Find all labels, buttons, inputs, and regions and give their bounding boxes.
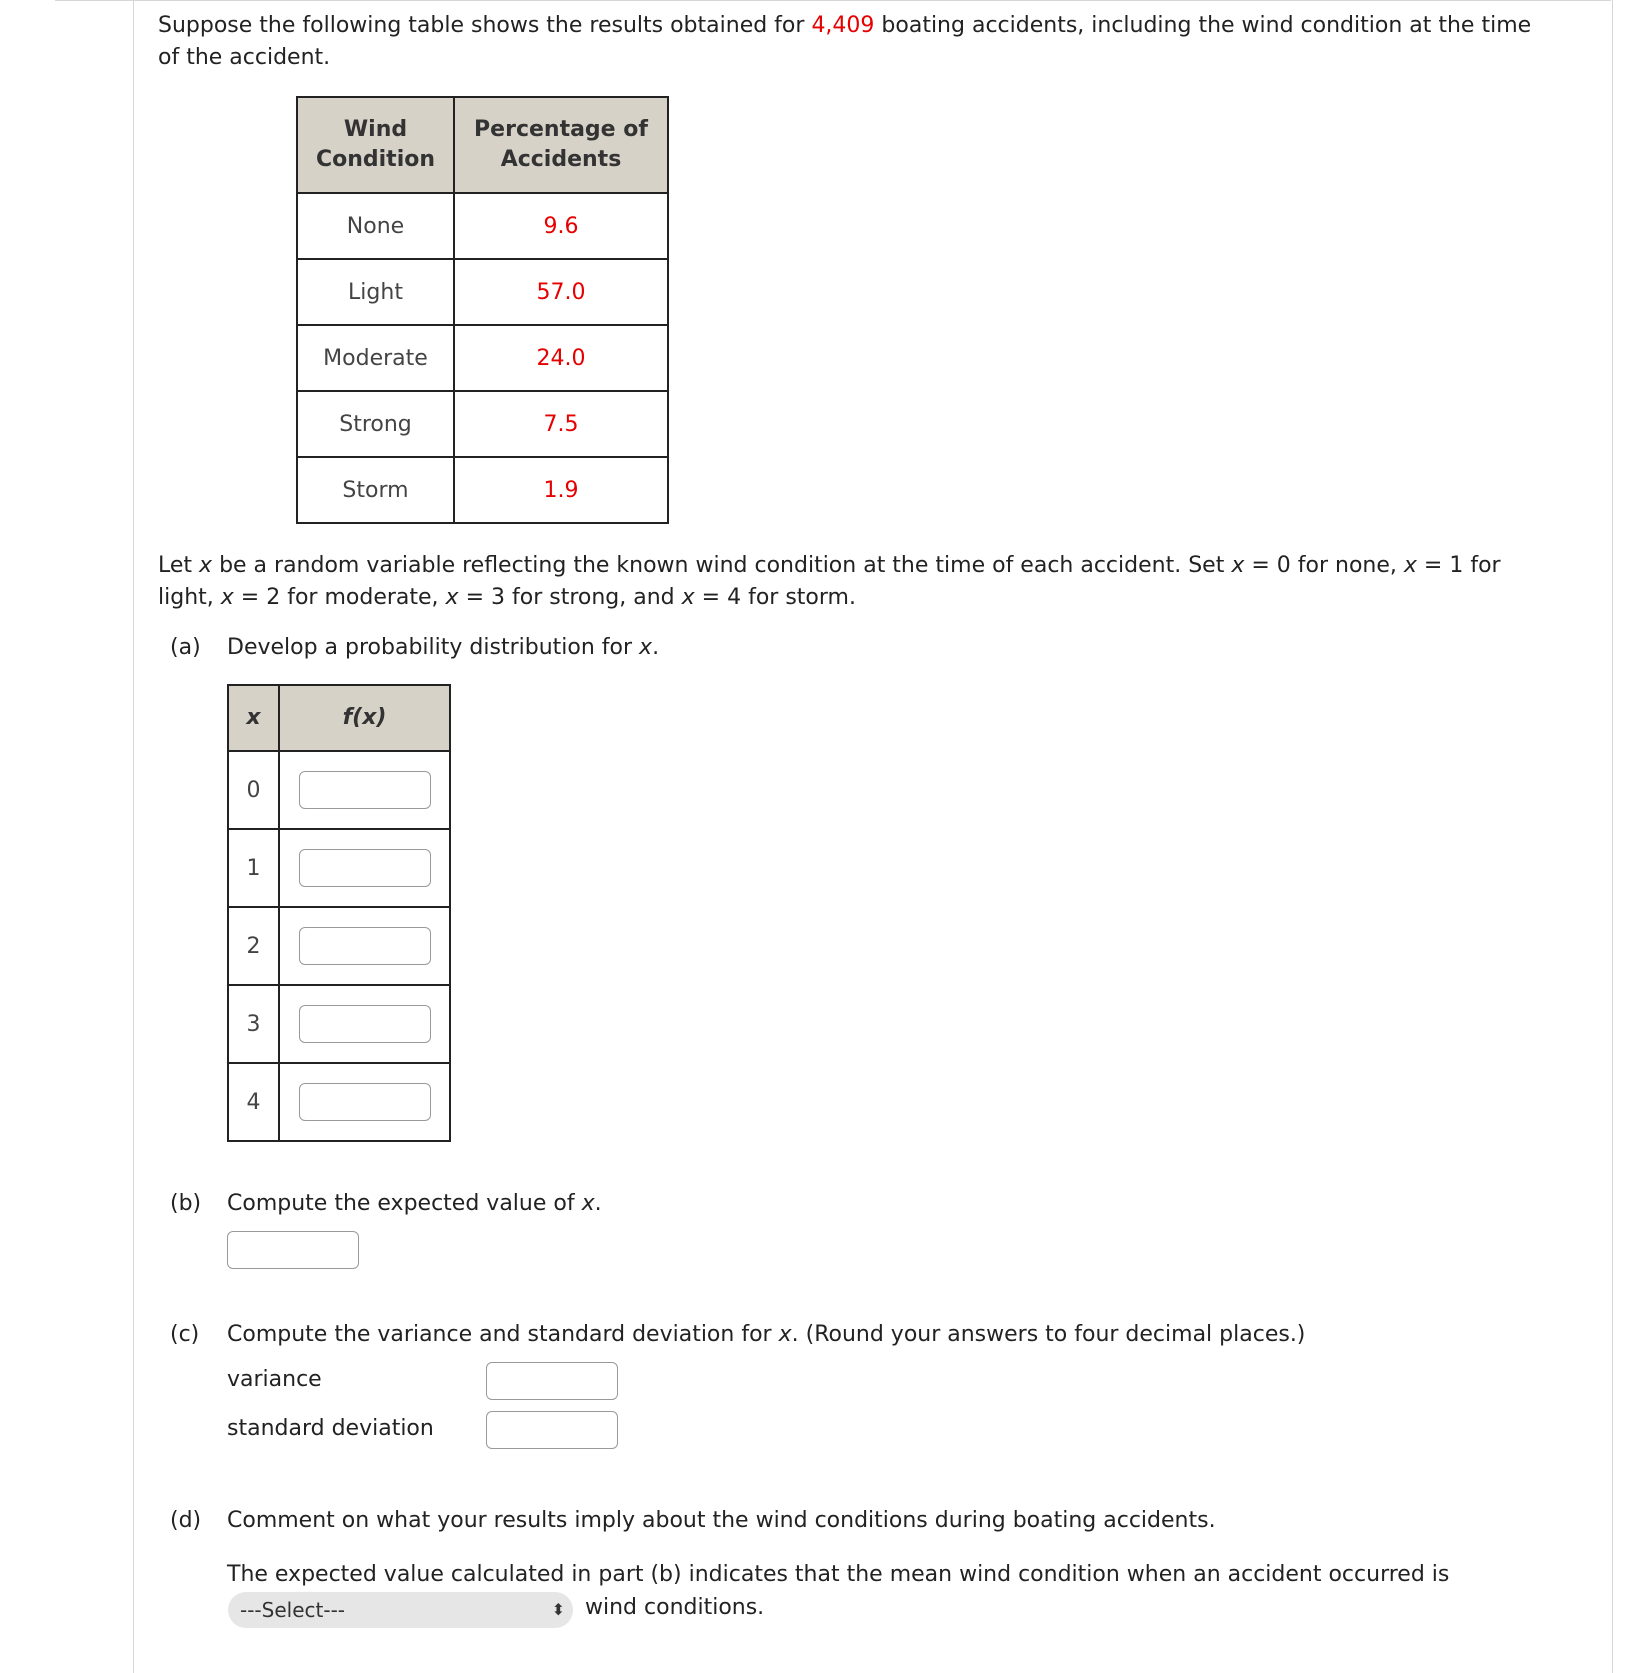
part-a-label: (a): [170, 635, 201, 660]
variance-label: variance: [227, 1367, 322, 1392]
part-d-label: (d): [170, 1508, 202, 1533]
table-row: [297, 193, 668, 259]
table-row: [228, 907, 450, 985]
table-row: [297, 325, 668, 391]
table-row: [228, 1063, 450, 1141]
part-d-sentence: The expected value calculated in part (b) indicates that the mean wind condition when an accident occurred is: [227, 1562, 1450, 1587]
fx-input-3[interactable]: [299, 1005, 431, 1043]
fx-input-1[interactable]: [299, 849, 431, 887]
wind-condition-cell: Strong: [297, 391, 454, 457]
part-b-text: Compute the expected value of x.: [227, 1191, 602, 1216]
intro-text: Suppose the following table shows the results obtained for 4,409 boating accidents, including the wind condition at the time: [158, 13, 1532, 38]
fx-cell: [279, 1063, 450, 1141]
random-variable-text-line2: light, x = 2 for moderate, x = 3 for strong, and x = 4 for storm.: [158, 585, 856, 610]
accident-count: 4,409: [811, 13, 875, 38]
table-row: [228, 829, 450, 907]
part-a-text: Develop a probability distribution for x.: [227, 635, 660, 660]
table-row: [297, 457, 668, 523]
probability-distribution-table: [227, 684, 451, 1142]
x-value-cell: 1: [228, 829, 279, 907]
table-row: [297, 259, 668, 325]
variance-input[interactable]: [486, 1362, 618, 1400]
fx-cell: [279, 751, 450, 829]
fx-cell: [279, 829, 450, 907]
wind-condition-table: [296, 96, 669, 524]
table-row: [228, 985, 450, 1063]
percentage-cell: 7.5: [454, 391, 668, 457]
fx-cell: [279, 907, 450, 985]
expected-value-input[interactable]: [227, 1231, 359, 1269]
fx-input-4[interactable]: [299, 1083, 431, 1121]
fx-input-0[interactable]: [299, 771, 431, 809]
percentage-cell: 1.9: [454, 457, 668, 523]
percentage-cell: 24.0: [454, 325, 668, 391]
x-value-cell: 0: [228, 751, 279, 829]
wind-condition-cell: Moderate: [297, 325, 454, 391]
wind-condition-cell: None: [297, 193, 454, 259]
table-row: [297, 391, 668, 457]
percentage-cell: 57.0: [454, 259, 668, 325]
x-value-cell: 4: [228, 1063, 279, 1141]
wind-condition-cell: Light: [297, 259, 454, 325]
chevron-updown-icon: ⬍: [551, 1600, 565, 1619]
table-row: [228, 751, 450, 829]
header-fx: f(x): [279, 685, 450, 751]
x-value-cell: 3: [228, 985, 279, 1063]
intro-text-line2: of the accident.: [158, 45, 331, 70]
header-wind-condition: Wind Condition: [297, 97, 454, 193]
std-dev-label: standard deviation: [227, 1416, 434, 1441]
std-dev-input[interactable]: [486, 1411, 618, 1449]
part-b-label: (b): [170, 1191, 202, 1216]
part-d-text: Comment on what your results imply about the wind conditions during boating accidents.: [227, 1508, 1216, 1533]
select-value: ---Select---: [240, 1598, 345, 1622]
fx-cell: [279, 985, 450, 1063]
header-x: x: [228, 685, 279, 751]
header-percentage: Percentage of Accidents: [454, 97, 668, 193]
part-c-label: (c): [170, 1322, 200, 1347]
fx-input-2[interactable]: [299, 927, 431, 965]
x-value-cell: 2: [228, 907, 279, 985]
part-d-after-select: wind conditions.: [585, 1595, 765, 1620]
wind-condition-select[interactable]: [228, 1592, 573, 1628]
part-c-text: Compute the variance and standard deviation for x. (Round your answers to four decimal places.): [227, 1322, 1306, 1347]
random-variable-text: Let x be a random variable reflecting the known wind condition at the time of each accident. Set x = 0 for none, x = 1 for: [158, 553, 1501, 578]
wind-condition-cell: Storm: [297, 457, 454, 523]
percentage-cell: 9.6: [454, 193, 668, 259]
